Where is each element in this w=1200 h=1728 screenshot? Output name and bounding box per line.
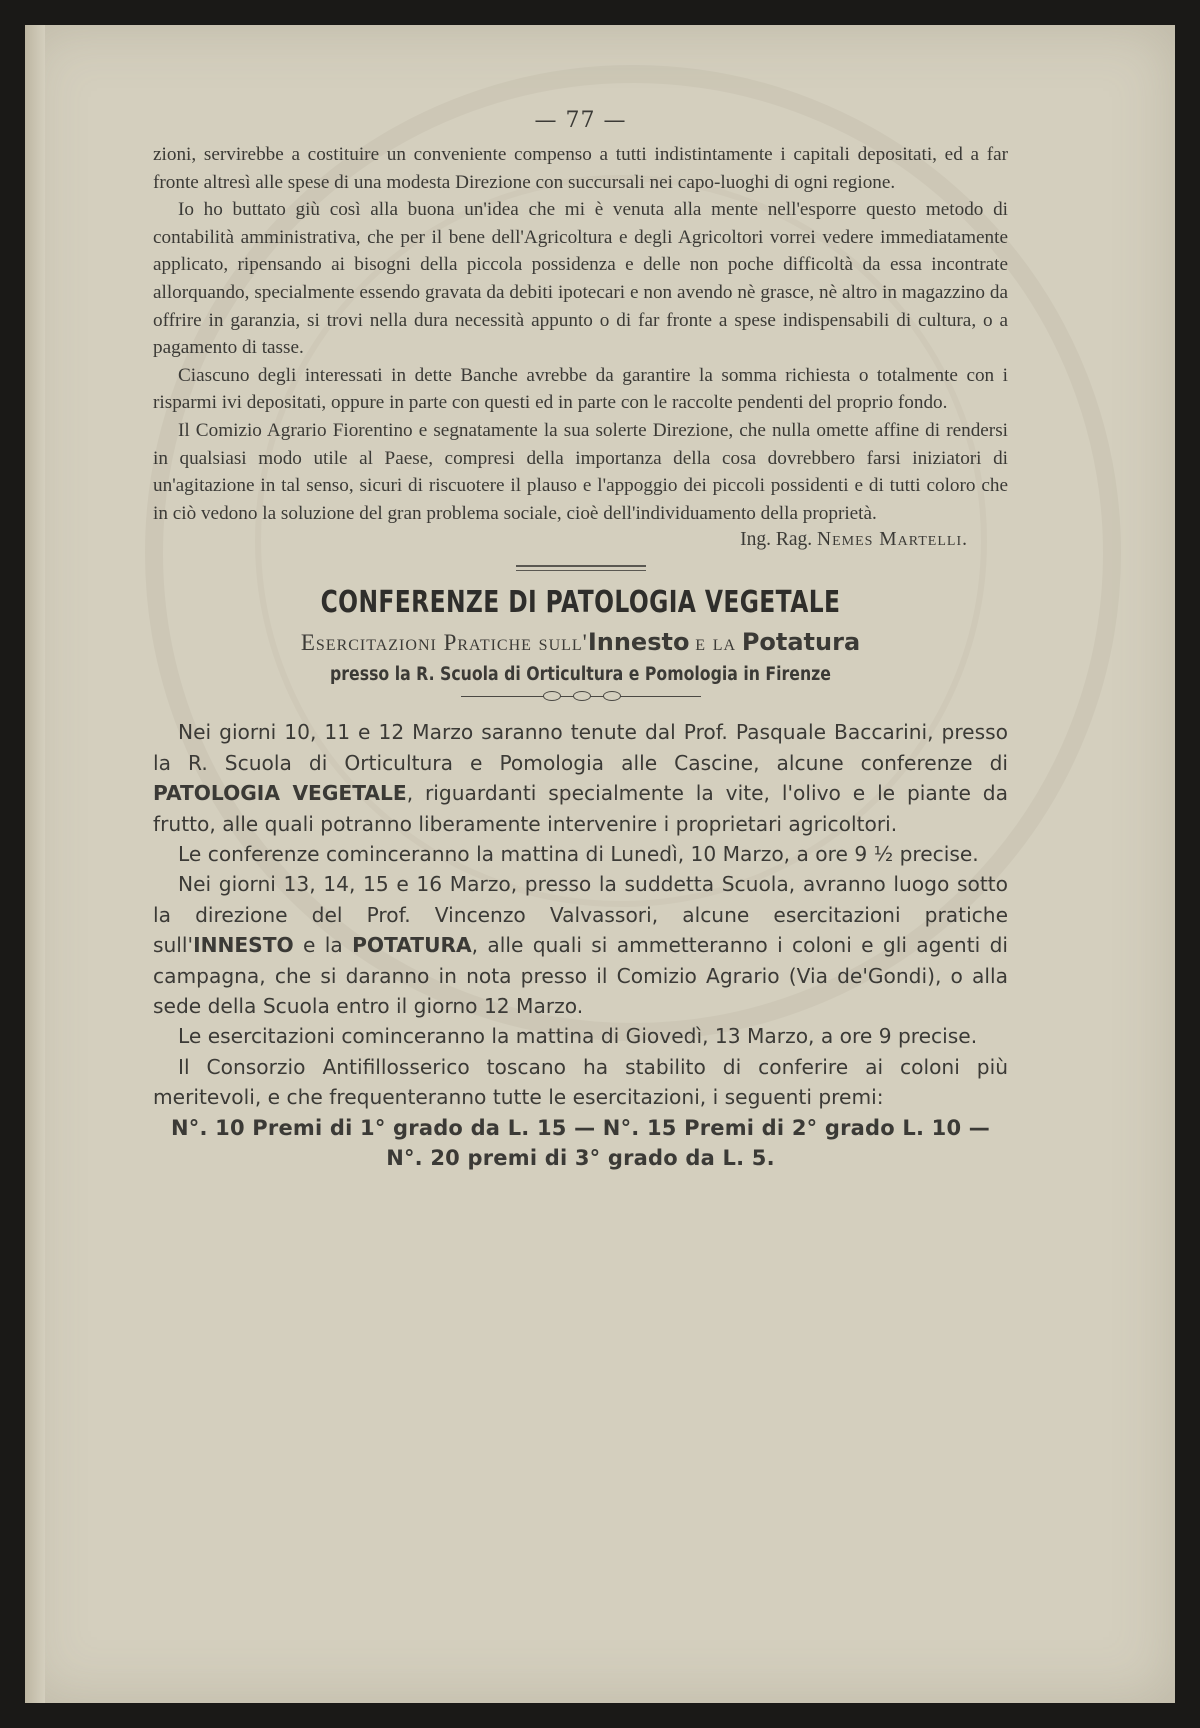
article2-place: presso la R. Scuola di Orticultura e Pomologia in Firenze: [330, 664, 831, 686]
section-divider: [516, 565, 646, 571]
subtitle-innesto: Innesto: [587, 628, 690, 657]
page-gutter: [25, 25, 45, 1703]
p1-text-a: Nei giorni 10, 11 e 12 Marzo saranno tenute dal Prof. Pasquale Baccarini, presso la R. Scuola di Orticultura e Pomologia alle Cascine, alcune conferenze di: [153, 720, 1008, 775]
signature-name: Nemes Martelli.: [817, 529, 968, 551]
p3-text-b: , alle quali si ammetteranno i coloni e gli agenti di campagna, che si daranno in nota presso il Comizio Agrario (Via de'Gondi), o alla sede della Scuola entro il giorno 12 Marzo.: [153, 933, 1008, 1018]
signature-prefix: Ing. Rag.: [740, 529, 813, 551]
prize-line-2: N°. 20 premi di 3° grado da L. 5.: [386, 1145, 775, 1170]
article2-title: CONFERENZE DI PATOLOGIA VEGETALE: [320, 585, 841, 621]
p3-bold-potatura: POTATURA: [352, 933, 472, 958]
ornament-loop-right: [603, 691, 621, 701]
p1-bold: PATOLOGIA VEGETALE: [153, 781, 407, 806]
article1-paragraph-2: Io ho buttato giù così alla buona un'idea che mi è venuta alla mente nell'esporre questo metodo di contabilità amministrativa, che per il bene dell'Agricoltura e degli Agricoltori vorrei vedere immediatamente applicato, ripensando ai bisogni della piccola possidenza e delle non poche difficoltà da essa incontrate allorquando, specialmente essendo gravata da debiti ipotecari e non avendo nè grasce, nè altro in magazzino da offrire in garanzia, si trovi nella dura necessità appunto o di far fronte a spese indispensabili di cultura, o a pagamento di tasse.: [153, 199, 1008, 359]
page-number: — 77 —: [534, 108, 627, 133]
document-page: [25, 25, 1175, 1703]
article2-subtitle: [153, 628, 1008, 656]
article2-paragraph-5: Il Consorzio Antifillosserico toscano ha stabilito di conferire ai coloni più meritevoli, e che frequenteranno tutte le esercitazioni, i seguenti premi:: [153, 1054, 1008, 1110]
article2-paragraph-2: Le conferenze cominceranno la mattina di Lunedì, 10 Marzo, a ore 9 ½ precise.: [178, 841, 979, 866]
subtitle-part-1: Esercitazioni Pratiche sull': [300, 630, 588, 656]
article2-body: [153, 717, 1008, 1172]
article1-paragraph-3: Ciascuno degli interessati in dette Banche avrebbe da garantire la somma richiesta o totalmente con i risparmi ivi depositati, oppure in parte con questi ed in parte con le raccolte pendenti del proprio fondo.: [153, 364, 1008, 414]
page-content: [153, 108, 1008, 1173]
article1-paragraph-1: zioni, servirebbe a costituire un conveniente compenso a tutti indistintamente i capitali depositati, ed a far fronte altresì alle spese di una modesta Direzione con succursali nei capo-luoghi di ogni regione.: [153, 144, 1008, 193]
ornament-loop-center: [573, 691, 591, 701]
p3-text-mid: e la: [293, 933, 353, 958]
subtitle-part-2: e la: [695, 630, 737, 656]
prize-line-1: N°. 10 Premi di 1° grado da L. 15 — N°. 15 Premi di 2° grado L. 10 —: [171, 1115, 990, 1140]
subtitle-potatura: Potatura: [741, 628, 861, 657]
article2-paragraph-4: Le esercitazioni cominceranno la mattina di Giovedì, 13 Marzo, a ore 9 precise.: [178, 1024, 978, 1049]
article1-signature: [153, 529, 968, 551]
p3-bold-innesto: INNESTO: [193, 933, 294, 958]
p1-text-b: , riguardanti specialmente la vite, l'olivo e le piante da frutto, alle quali potranno liberamente intervenire i proprietari agricoltori.: [153, 781, 1008, 836]
article2-paragraph-1: [153, 717, 1008, 839]
article1-paragraph-4: Il Comizio Agrario Fiorentino e segnatamente la sua solerte Direzione, che nulla omette affine di rendersi in qualsiasi modo utile al Paese, compresi della importanza della cosa dovrebbero farsi iniziatori di un'agitazione in tal senso, sicuri di riscuotere il plauso e l'appoggio dei piccoli possidenti e di tutti coloro che in ciò vedono la soluzione del gran problema sociale, cioè dell'individuamento della proprietà.: [153, 419, 1008, 524]
ornament-rule: [461, 691, 701, 703]
p3-text-a: Nei giorni 13, 14, 15 e 16 Marzo, presso la suddetta Scuola, avranno luogo sotto la direzione del Prof. Vincenzo Valvassori, alcune esercitazioni pratiche sull': [153, 872, 1008, 958]
article2-paragraph-3: [153, 869, 1008, 1021]
ornament-loop-left: [543, 691, 561, 701]
